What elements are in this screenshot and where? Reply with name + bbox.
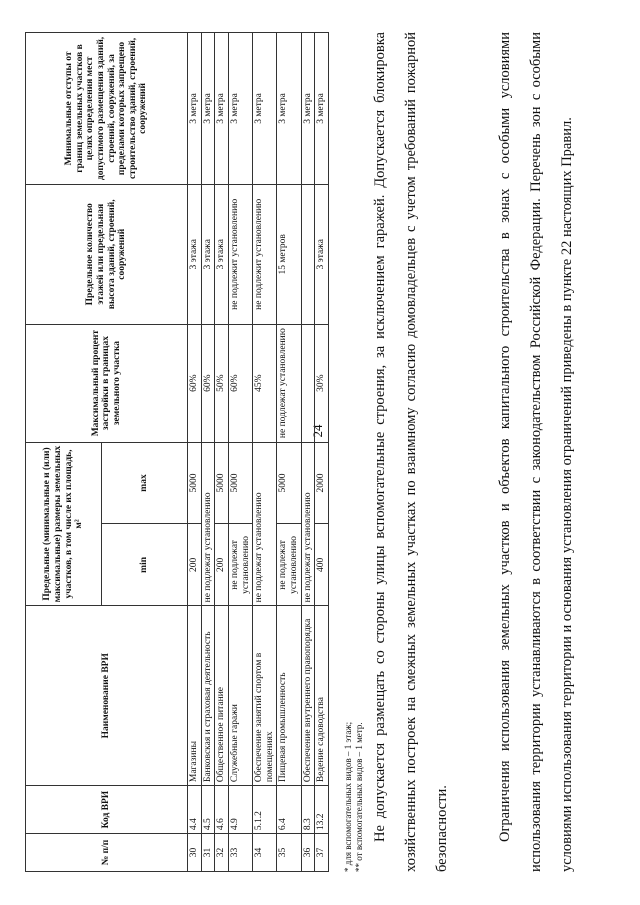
cell-percent: 60% (201, 324, 215, 442)
header-floors: Предельное количество этажей или предельная высота зданий, строений, сооружений (26, 184, 188, 324)
cell-percent: 45% (253, 324, 277, 442)
cell-num: 36 (301, 834, 315, 872)
cell-name: Общественное питание (215, 606, 229, 786)
cell-code: 13.2 (315, 786, 329, 834)
cell-percent: 50% (215, 324, 229, 442)
cell-floors: не подлежит установлению (253, 184, 277, 324)
header-num: № п/п (26, 834, 188, 872)
cell-setback: 3 метра (228, 33, 252, 185)
cell-name: Обеспечение занятий спортом в помещениях (253, 606, 277, 786)
header-code: Код ВРИ (26, 786, 188, 834)
cell-code: 8.3 (301, 786, 315, 834)
cell-num: 32 (215, 834, 229, 872)
paragraph-restrictions: Ограничения использования земельных участков и объектов капитального строительства в зонах с особыми условиями использования территории устанавливаются в соответствии с законодательством Российской Федерации. Перечень зон с особыми условиями использования территории и основания установления ограничений приведены в пункте 22 настоящих Правил. (497, 32, 575, 872)
cell-setback: 3 метра (201, 33, 215, 185)
cell-name: Банковская и страховая деятельность (201, 606, 215, 786)
rotated-content (25, 32, 615, 872)
cell-floors: 15 метров (277, 184, 301, 324)
cell-size-merged: не подлежат установлению (201, 442, 215, 606)
table-row (188, 33, 202, 872)
cell-size-merged: не подлежат установлению (253, 442, 277, 606)
table-row (228, 33, 252, 872)
cell-num: 34 (253, 834, 277, 872)
cell-percent: 60% (228, 324, 252, 442)
zoning-table (25, 32, 329, 872)
cell-name: Пищевая промышленность (277, 606, 301, 786)
cell-percent: 60% (188, 324, 202, 442)
header-setbacks: Минимальные отступы от границ земельных участков в целях определения мест допустимого размещения зданий, строений, сооружений, за пределами которых запрещено строительство зданий, строений, сооружений (26, 33, 188, 185)
cell-max: 5000 (277, 442, 301, 524)
cell-percent: 30% (315, 324, 329, 442)
cell-setback: 3 метра (188, 33, 202, 185)
cell-floors (301, 184, 315, 324)
cell-size-merged: не подлежат установлению (301, 442, 315, 606)
cell-max: 5000 (228, 442, 252, 524)
cell-num: 31 (201, 834, 215, 872)
cell-floors: 3 этажа (201, 184, 215, 324)
cell-percent: не подлежат установлению (277, 324, 301, 442)
header-name: Наименование ВРИ (26, 606, 188, 786)
cell-code: 4.6 (215, 786, 229, 834)
cell-min: не подлежат установлению (277, 524, 301, 606)
cell-min: 200 (188, 524, 202, 606)
cell-floors: 3 этажа (315, 184, 329, 324)
cell-num: 35 (277, 834, 301, 872)
cell-setback: 3 метра (277, 33, 301, 185)
cell-name: Служебные гаражи (228, 606, 252, 786)
table-row (315, 33, 329, 872)
cell-max: 5000 (188, 442, 202, 524)
cell-name: Магазины (188, 606, 202, 786)
cell-num: 30 (188, 834, 202, 872)
cell-floors: не подлежит установлению (228, 184, 252, 324)
cell-floors: 3 этажа (188, 184, 202, 324)
page-number: 24 (310, 424, 325, 438)
cell-min: 400 (315, 524, 329, 606)
note-floors: * для вспомогательных видов – 1 этаж; (343, 721, 353, 872)
table-row (253, 33, 277, 872)
cell-setback: 3 метра (215, 33, 229, 185)
cell-code: 4.4 (188, 786, 202, 834)
cell-max: 5000 (215, 442, 229, 524)
cell-floors: 3 этажа (215, 184, 229, 324)
table-row (301, 33, 315, 872)
cell-code: 4.9 (228, 786, 252, 834)
table-row (277, 33, 301, 872)
header-size-group: Предельные (минимальные и (или) максимальные) размеры земельных участков, в том числе их площадь, м² (26, 442, 102, 606)
paragraph-garages: Не допускается размещать со стороны улицы вспомогательные строения, за исключением гаражей. Допускается блокировка хозяйственных построек на смежных земельных участках по взаимному согласию домовладельцев с учетом требований пожарной безопасности. (372, 32, 450, 872)
cell-code: 4.5 (201, 786, 215, 834)
cell-num: 37 (315, 834, 329, 872)
header-percent: Максимальный процент застройки в границах земельного участка (26, 324, 188, 442)
cell-code: 6.4 (277, 786, 301, 834)
cell-percent (301, 324, 315, 442)
cell-name: Обеспечение внутреннего правопорядка (301, 606, 315, 786)
cell-min: 200 (215, 524, 229, 606)
cell-setback: 3 метра (301, 33, 315, 185)
cell-num: 33 (228, 834, 252, 872)
table-row (215, 33, 229, 872)
cell-min: не подлежат установлению (228, 524, 252, 606)
table-row (201, 33, 215, 872)
cell-setback: 3 метра (315, 33, 329, 185)
header-min: min (102, 524, 188, 606)
cell-setback: 3 метра (253, 33, 277, 185)
header-max: max (102, 442, 188, 524)
note-setback: ** от вспомогательных видов – 1 метр. (353, 722, 364, 872)
cell-max: 2000 (315, 442, 329, 524)
cell-name: Ведение садоводства (315, 606, 329, 786)
table-notes (343, 32, 365, 872)
cell-code: 5.1.2 (253, 786, 277, 834)
